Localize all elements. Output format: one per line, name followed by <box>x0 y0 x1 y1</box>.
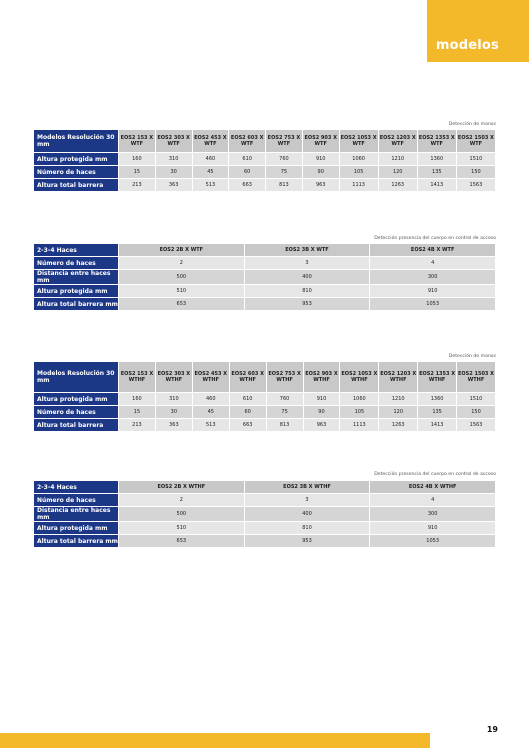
cell: 1263 <box>379 419 418 432</box>
model-header: EOS2 4B X WTHF <box>370 481 496 494</box>
cell: 1060 <box>339 153 378 166</box>
cell: 3 <box>244 257 370 270</box>
row-label: Distancia entre haces mm <box>34 507 119 522</box>
cell: 813 <box>266 179 303 192</box>
cell: 460 <box>192 393 229 406</box>
cell: 310 <box>155 153 192 166</box>
cell: 60 <box>229 406 266 419</box>
cell: 105 <box>340 406 379 419</box>
cell: 1563 <box>456 179 495 192</box>
cell: 30 <box>155 166 192 179</box>
table-row <box>34 494 496 507</box>
table-title: 2-3-4 Haces <box>34 481 119 494</box>
cell: 1510 <box>456 153 495 166</box>
cell: 1210 <box>378 153 417 166</box>
model-header: EOS2 4B X WTF <box>370 244 496 257</box>
spec-table-cuerpo-wthf <box>33 480 496 548</box>
model-header: EOS2 2B X WTF <box>119 244 245 257</box>
table-title: Modelos Resolución 30 mm <box>34 130 119 153</box>
cell: 15 <box>119 406 156 419</box>
cell: 15 <box>119 166 156 179</box>
cell: 963 <box>302 179 339 192</box>
cell: 760 <box>266 153 303 166</box>
cell: 1263 <box>378 179 417 192</box>
model-header: EOS2 303 X WTF <box>155 130 192 153</box>
cell: 760 <box>266 393 303 406</box>
cell: 963 <box>303 419 340 432</box>
row-label: Altura total barrera <box>34 179 119 192</box>
cell: 160 <box>119 153 156 166</box>
cell: 120 <box>378 166 417 179</box>
table-row <box>34 522 496 535</box>
cell: 300 <box>370 507 496 522</box>
table-row <box>34 179 496 192</box>
row-label: Número de haces <box>34 494 119 507</box>
cell: 75 <box>266 166 303 179</box>
model-header: EOS2 603 X WTF <box>229 130 266 153</box>
table-row <box>34 419 496 432</box>
model-header: EOS2 1203 X WTHF <box>379 362 418 393</box>
cell: 1060 <box>340 393 379 406</box>
model-header: EOS2 903 X WTF <box>302 130 339 153</box>
cell: 653 <box>119 298 245 311</box>
cell: 1053 <box>370 298 496 311</box>
model-header: EOS2 3B X WTF <box>244 244 370 257</box>
cell: 910 <box>302 153 339 166</box>
cell: 310 <box>155 393 192 406</box>
cell: 90 <box>303 406 340 419</box>
caption-cuerpo-2: Detección presencia del cuerpo en control de acceso <box>374 472 496 477</box>
model-header: EOS2 453 X WTF <box>192 130 229 153</box>
cell: 953 <box>244 535 370 548</box>
cell: 1563 <box>457 419 496 432</box>
model-header: EOS2 1353 X WTF <box>417 130 456 153</box>
cell: 400 <box>244 507 370 522</box>
cell: 150 <box>457 406 496 419</box>
footer-bar <box>0 733 430 748</box>
model-header: EOS2 753 X WTHF <box>266 362 303 393</box>
model-header: EOS2 153 X WTF <box>119 130 156 153</box>
cell: 75 <box>266 406 303 419</box>
cell: 910 <box>370 522 496 535</box>
cell: 2 <box>119 494 245 507</box>
model-header: EOS2 903 X WTHF <box>303 362 340 393</box>
table-title: 2-3-4 Haces <box>34 244 119 257</box>
cell: 135 <box>418 406 457 419</box>
cell: 460 <box>192 153 229 166</box>
cell: 1510 <box>457 393 496 406</box>
model-header: EOS2 453 X WTHF <box>192 362 229 393</box>
cell: 300 <box>370 270 496 285</box>
cell: 610 <box>229 153 266 166</box>
model-header: EOS2 2B X WTHF <box>119 481 245 494</box>
row-label: Altura total barrera mm <box>34 298 119 311</box>
table-row <box>34 270 496 285</box>
model-header: EOS2 1353 X WTHF <box>418 362 457 393</box>
spec-table-manos-wtf <box>33 129 496 192</box>
cell: 1113 <box>340 419 379 432</box>
cell: 1210 <box>379 393 418 406</box>
cell: 363 <box>155 179 192 192</box>
row-label: Número de haces <box>34 257 119 270</box>
cell: 213 <box>119 419 156 432</box>
table-row <box>34 257 496 270</box>
spec-table-cuerpo-wtf <box>33 243 496 311</box>
page-number: 19 <box>486 725 498 734</box>
cell: 60 <box>229 166 266 179</box>
table-row <box>34 285 496 298</box>
cell: 150 <box>456 166 495 179</box>
cell: 90 <box>302 166 339 179</box>
cell: 30 <box>155 406 192 419</box>
cell: 4 <box>370 494 496 507</box>
row-label: Altura total barrera <box>34 419 119 432</box>
row-label: Altura protegida mm <box>34 153 119 166</box>
section-title: modelos <box>435 38 499 53</box>
cell: 663 <box>229 419 266 432</box>
table-row <box>34 393 496 406</box>
cell: 910 <box>370 285 496 298</box>
cell: 45 <box>192 406 229 419</box>
model-header: EOS2 153 X WTHF <box>119 362 156 393</box>
cell: 510 <box>119 522 245 535</box>
cell: 363 <box>155 419 192 432</box>
model-header: EOS2 1503 X WTHF <box>457 362 496 393</box>
model-header: EOS2 1053 X WTHF <box>340 362 379 393</box>
caption-manos-1: Detección de manos <box>448 122 496 127</box>
row-label: Número de haces <box>34 166 119 179</box>
model-header: EOS2 1053 X WTF <box>339 130 378 153</box>
spec-table-manos-wthf <box>33 361 496 432</box>
cell: 1360 <box>417 153 456 166</box>
row-label: Altura protegida mm <box>34 522 119 535</box>
cell: 513 <box>192 419 229 432</box>
cell: 810 <box>244 522 370 535</box>
cell: 4 <box>370 257 496 270</box>
cell: 910 <box>303 393 340 406</box>
table-row <box>34 406 496 419</box>
cell: 813 <box>266 419 303 432</box>
row-label: Altura protegida mm <box>34 393 119 406</box>
row-label: Número de haces <box>34 406 119 419</box>
cell: 120 <box>379 406 418 419</box>
table-row <box>34 507 496 522</box>
model-header: EOS2 303 X WTHF <box>155 362 192 393</box>
cell: 1113 <box>339 179 378 192</box>
cell: 513 <box>192 179 229 192</box>
cell: 213 <box>119 179 156 192</box>
model-header: EOS2 1203 X WTF <box>378 130 417 153</box>
model-header: EOS2 603 X WTHF <box>229 362 266 393</box>
cell: 953 <box>244 298 370 311</box>
caption-manos-2: Detección de manos <box>448 354 496 359</box>
cell: 160 <box>119 393 156 406</box>
cell: 810 <box>244 285 370 298</box>
section-tab <box>427 0 529 62</box>
cell: 510 <box>119 285 245 298</box>
table-row <box>34 166 496 179</box>
model-header: EOS2 3B X WTHF <box>244 481 370 494</box>
cell: 1413 <box>417 179 456 192</box>
row-label: Distancia entre haces mm <box>34 270 119 285</box>
cell: 1053 <box>370 535 496 548</box>
cell: 1360 <box>418 393 457 406</box>
row-label: Altura protegida mm <box>34 285 119 298</box>
model-header: EOS2 753 X WTF <box>266 130 303 153</box>
cell: 135 <box>417 166 456 179</box>
cell: 653 <box>119 535 245 548</box>
model-header: EOS2 1503 X WTF <box>456 130 495 153</box>
cell: 400 <box>244 270 370 285</box>
cell: 500 <box>119 270 245 285</box>
cell: 3 <box>244 494 370 507</box>
table-row <box>34 298 496 311</box>
table-title: Modelos Resolución 30 mm <box>34 362 119 393</box>
cell: 500 <box>119 507 245 522</box>
cell: 610 <box>229 393 266 406</box>
cell: 105 <box>339 166 378 179</box>
cell: 45 <box>192 166 229 179</box>
table-row <box>34 535 496 548</box>
row-label: Altura total barrera mm <box>34 535 119 548</box>
cell: 663 <box>229 179 266 192</box>
cell: 2 <box>119 257 245 270</box>
caption-cuerpo-1: Detección presencia del cuerpo en control de acceso <box>374 236 496 241</box>
cell: 1413 <box>418 419 457 432</box>
table-row <box>34 153 496 166</box>
